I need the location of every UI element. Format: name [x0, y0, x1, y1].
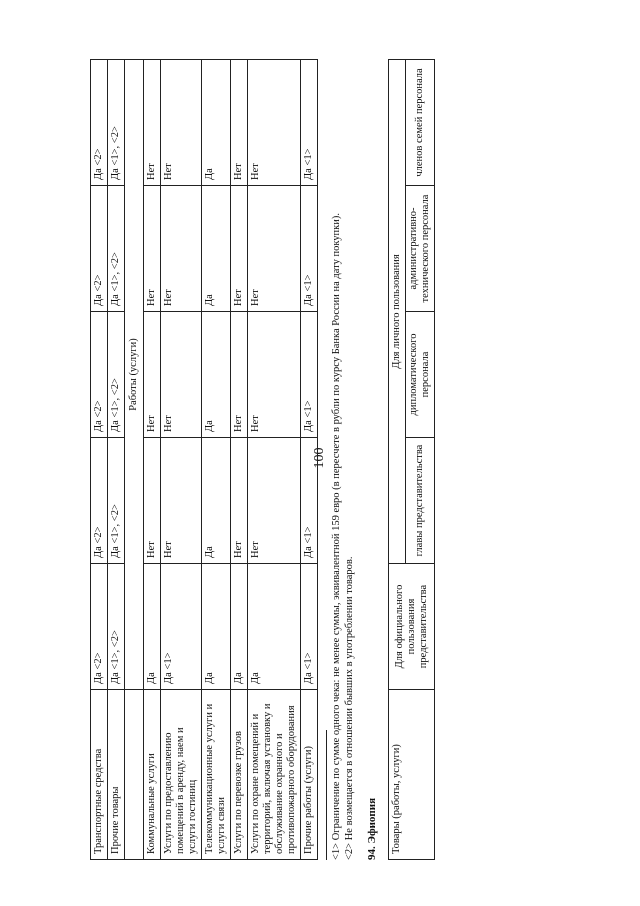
footnote-1: <1> Ограничение по сумме одного чека: не менее суммы, эквивалентной 159 евро (в пересчете в рубли по курсу Банка России на дату покупки).: [331, 212, 342, 860]
section-spacer: [125, 690, 144, 860]
table-header-row: [389, 60, 406, 860]
subheader-family: членов семей персонала: [406, 60, 435, 186]
table-cell: Нет: [231, 312, 248, 438]
table-row: [231, 60, 248, 860]
table-cell: Нет: [161, 60, 202, 186]
table-cell: Да <1>, <2>: [108, 312, 125, 438]
column-header-official: Для официального пользования представительства: [389, 564, 435, 690]
table-cell: Да: [202, 186, 231, 312]
row-label: Прочие товары: [108, 690, 125, 860]
column-header-goods: Товары (работы, услуги): [389, 690, 435, 860]
table-cell: Да <2>: [91, 438, 108, 564]
section-title: Работы (услуги): [125, 60, 144, 690]
table-cell: Нет: [144, 60, 161, 186]
table-cell: Да: [144, 564, 161, 690]
row-label: Услуги по охране помещений и территорий, включая установку и обслуживание охранного и противопожарного оборудования: [248, 690, 301, 860]
table-cell: Да <1>, <2>: [108, 564, 125, 690]
table-cell: Нет: [161, 186, 202, 312]
footnotes: [326, 50, 356, 860]
table-row: [161, 60, 202, 860]
ethiopia-table: [388, 59, 435, 860]
table-cell: Нет: [161, 312, 202, 438]
page-number: 100: [312, 447, 327, 469]
table-cell: Нет: [248, 312, 301, 438]
table-cell: Нет: [231, 438, 248, 564]
row-label: Транспортные средства: [91, 690, 108, 860]
row-label: Телекоммуникационные услуги и услуги связи: [202, 690, 231, 860]
table-cell: Да <2>: [91, 186, 108, 312]
table-cell: Нет: [144, 312, 161, 438]
table-cell: Да <1>: [161, 564, 202, 690]
table-cell: Нет: [248, 186, 301, 312]
table-cell: Да <1>: [301, 438, 318, 564]
subheader-head: главы представительства: [406, 438, 435, 564]
table-row: [144, 60, 161, 860]
table-cell: Да: [202, 60, 231, 186]
goods-services-table: [90, 59, 318, 860]
table-cell: Да: [202, 564, 231, 690]
footnote-divider: [326, 730, 327, 860]
table-cell: Да <1>: [301, 564, 318, 690]
table-row: [301, 60, 318, 860]
row-label: Коммунальные услуги: [144, 690, 161, 860]
table-row: [108, 60, 125, 860]
footnote-2: <2> Не возмещается в отношении бывших в употреблении товаров.: [344, 556, 355, 860]
section-header-row: [125, 60, 144, 860]
table-cell: Да: [202, 438, 231, 564]
table-cell: Да <1>: [301, 312, 318, 438]
table-cell: Да <1>, <2>: [108, 60, 125, 186]
table-row: [248, 60, 301, 860]
table-cell: Да <2>: [91, 312, 108, 438]
table-cell: Да <1>: [301, 60, 318, 186]
table-cell: Да: [202, 312, 231, 438]
table-row: [202, 60, 231, 860]
table-cell: Нет: [161, 438, 202, 564]
table-cell: Нет: [231, 186, 248, 312]
column-header-personal: Для личного пользования: [389, 60, 406, 564]
table-cell: Да <2>: [91, 60, 108, 186]
table-cell: Нет: [144, 438, 161, 564]
table-cell: Да <1>, <2>: [108, 438, 125, 564]
table-cell: Нет: [248, 438, 301, 564]
table-cell: Нет: [144, 186, 161, 312]
table-cell: Нет: [248, 60, 301, 186]
table-cell: Да: [231, 564, 248, 690]
row-label: Услуги по перевозке грузов: [231, 690, 248, 860]
table-cell: Да <1>, <2>: [108, 186, 125, 312]
table-row: [91, 60, 108, 860]
table-cell: Нет: [231, 60, 248, 186]
rotated-page-content: [90, 50, 470, 860]
subheader-admin: административно-технического персонала: [406, 186, 435, 312]
table-cell: Да <1>: [301, 186, 318, 312]
country-heading: 94. Эфиопия: [366, 797, 378, 860]
table-cell: Да <2>: [91, 564, 108, 690]
row-label: Услуги по предоставлению помещений в аренду, наем и услуги гостиниц: [161, 690, 202, 860]
row-label: Прочие работы (услуги): [301, 690, 318, 860]
table-cell: Да: [248, 564, 301, 690]
subheader-diplomatic: дипломатического персонала: [406, 312, 435, 438]
